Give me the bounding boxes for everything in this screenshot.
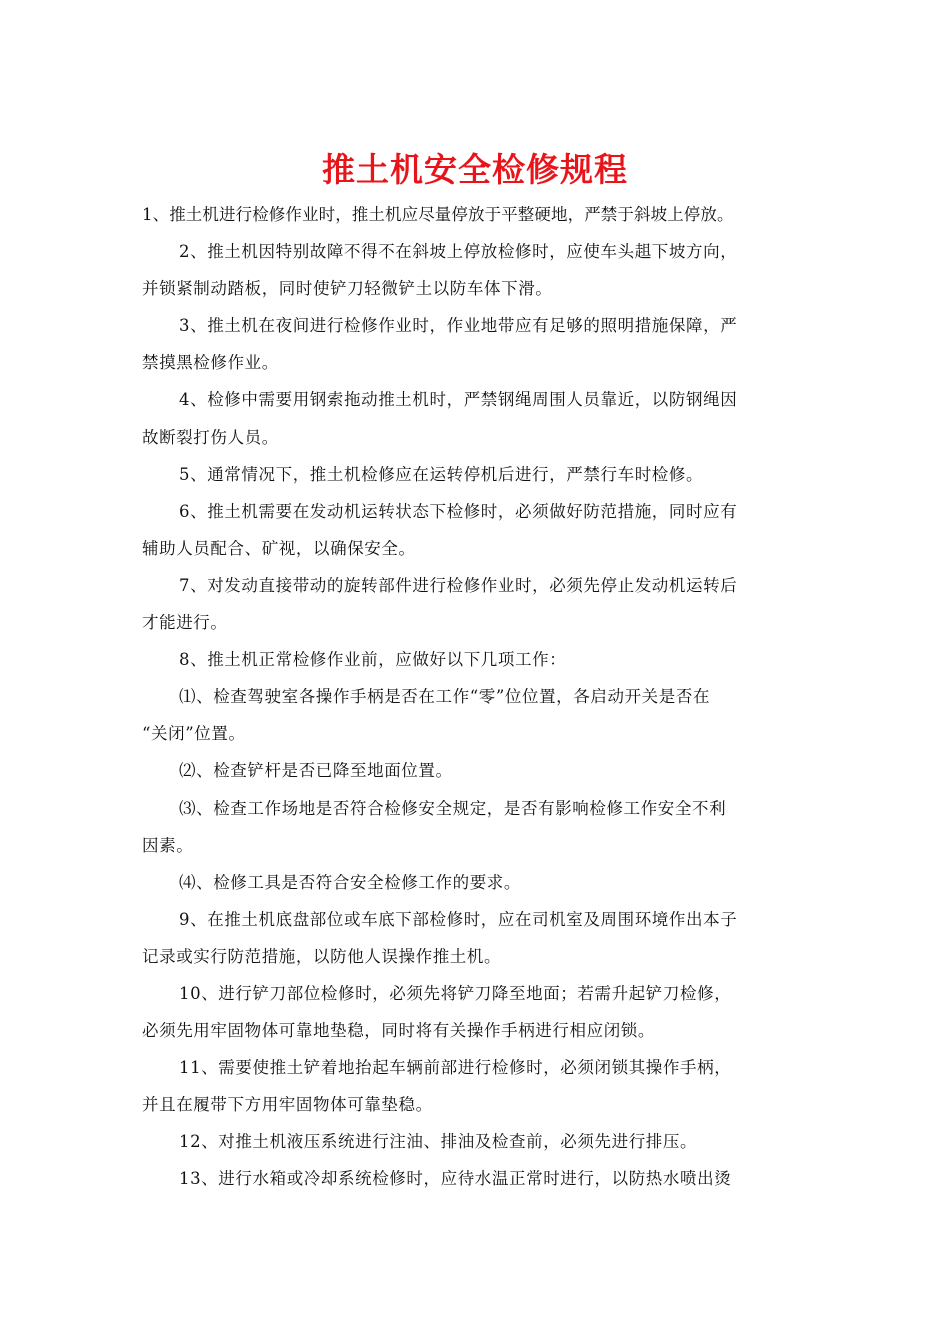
paragraph-line: ⑴、检查驾驶室各操作手柄是否在工作“零”位位置，各启动开关是否在 xyxy=(179,687,711,707)
paragraph-line: 8、推土机正常检修作业前，应做好以下几项工作： xyxy=(179,650,567,670)
paragraph-line: 12、对推土机液压系统进行注油、排油及检查前，必须先进行排压。 xyxy=(179,1132,698,1152)
paragraph-line: ⑵、检查铲杆是否已降至地面位置。 xyxy=(179,761,453,781)
paragraph-line: 6、推土机需要在发动机运转状态下检修时，必须做好防范措施，同时应有 xyxy=(179,501,738,521)
paragraph-line: 记录或实行防范措施，以防他人误操作推土机。 xyxy=(142,946,502,966)
paragraph-line: 并锁紧制动踏板，同时使铲刀轻微铲土以防车体下滑。 xyxy=(142,279,553,299)
paragraph-line: 7、对发动直接带动的旋转部件进行检修作业时，必须先停止发动机运转后 xyxy=(179,575,738,595)
paragraph-line: 11、需要使推土铲着地抬起车辆前部进行检修时，必须闭锁其操作手柄， xyxy=(179,1058,732,1078)
paragraph-line: 因素。 xyxy=(142,835,194,855)
paragraph-line: 必须先用牢固物体可靠地垫稳，同时将有关操作手柄进行相应闭锁。 xyxy=(142,1021,655,1041)
paragraph-line: ⑷、检修工具是否符合安全检修工作的要求。 xyxy=(179,872,521,892)
paragraph-line: 故断裂打伤人员。 xyxy=(142,427,279,447)
paragraph-line: 并且在履带下方用牢固物体可靠垫稳。 xyxy=(142,1095,433,1115)
paragraph-line: 5、通常情况下，推土机检修应在运转停机后进行，严禁行车时检修。 xyxy=(179,464,704,484)
paragraph-line: 3、推土机在夜间进行检修作业时，作业地带应有足够的照明措施保障，严 xyxy=(179,316,738,336)
paragraph-line: 10、进行铲刀部位检修时，必须先将铲刀降至地面；若需升起铲刀检修， xyxy=(179,983,732,1003)
document-title: 推土机安全检修规程 xyxy=(322,150,628,189)
paragraph-line: ⑶、检查工作场地是否符合检修安全规定，是否有影响检修工作安全不利 xyxy=(179,798,727,818)
paragraph-line: 才能进行。 xyxy=(142,613,228,633)
paragraph-line: 1、推土机进行检修作业时，推土机应尽量停放于平整硬地，严禁于斜坡上停放。 xyxy=(142,205,734,224)
document-body xyxy=(142,196,822,1198)
paragraph-line: 4、检修中需要用钢索拖动推土机时，严禁钢绳周围人员靠近，以防钢绳因 xyxy=(179,390,738,410)
paragraph-line: 13、进行水箱或冷却系统检修时，应待水温正常时进行，以防热水喷出烫 xyxy=(179,1169,732,1189)
paragraph-line: 禁摸黑检修作业。 xyxy=(142,353,279,373)
paragraph-line: 辅助人员配合、矿视，以确保安全。 xyxy=(142,538,416,558)
paragraph-line: 9、在推土机底盘部位或车底下部检修时，应在司机室及周围环境作出本子 xyxy=(179,909,738,929)
paragraph-line: 2、推土机因特别故障不得不在斜坡上停放检修时，应使车头趄下坡方向， xyxy=(179,242,738,262)
paragraph-line: “关闭”位置。 xyxy=(142,724,246,744)
